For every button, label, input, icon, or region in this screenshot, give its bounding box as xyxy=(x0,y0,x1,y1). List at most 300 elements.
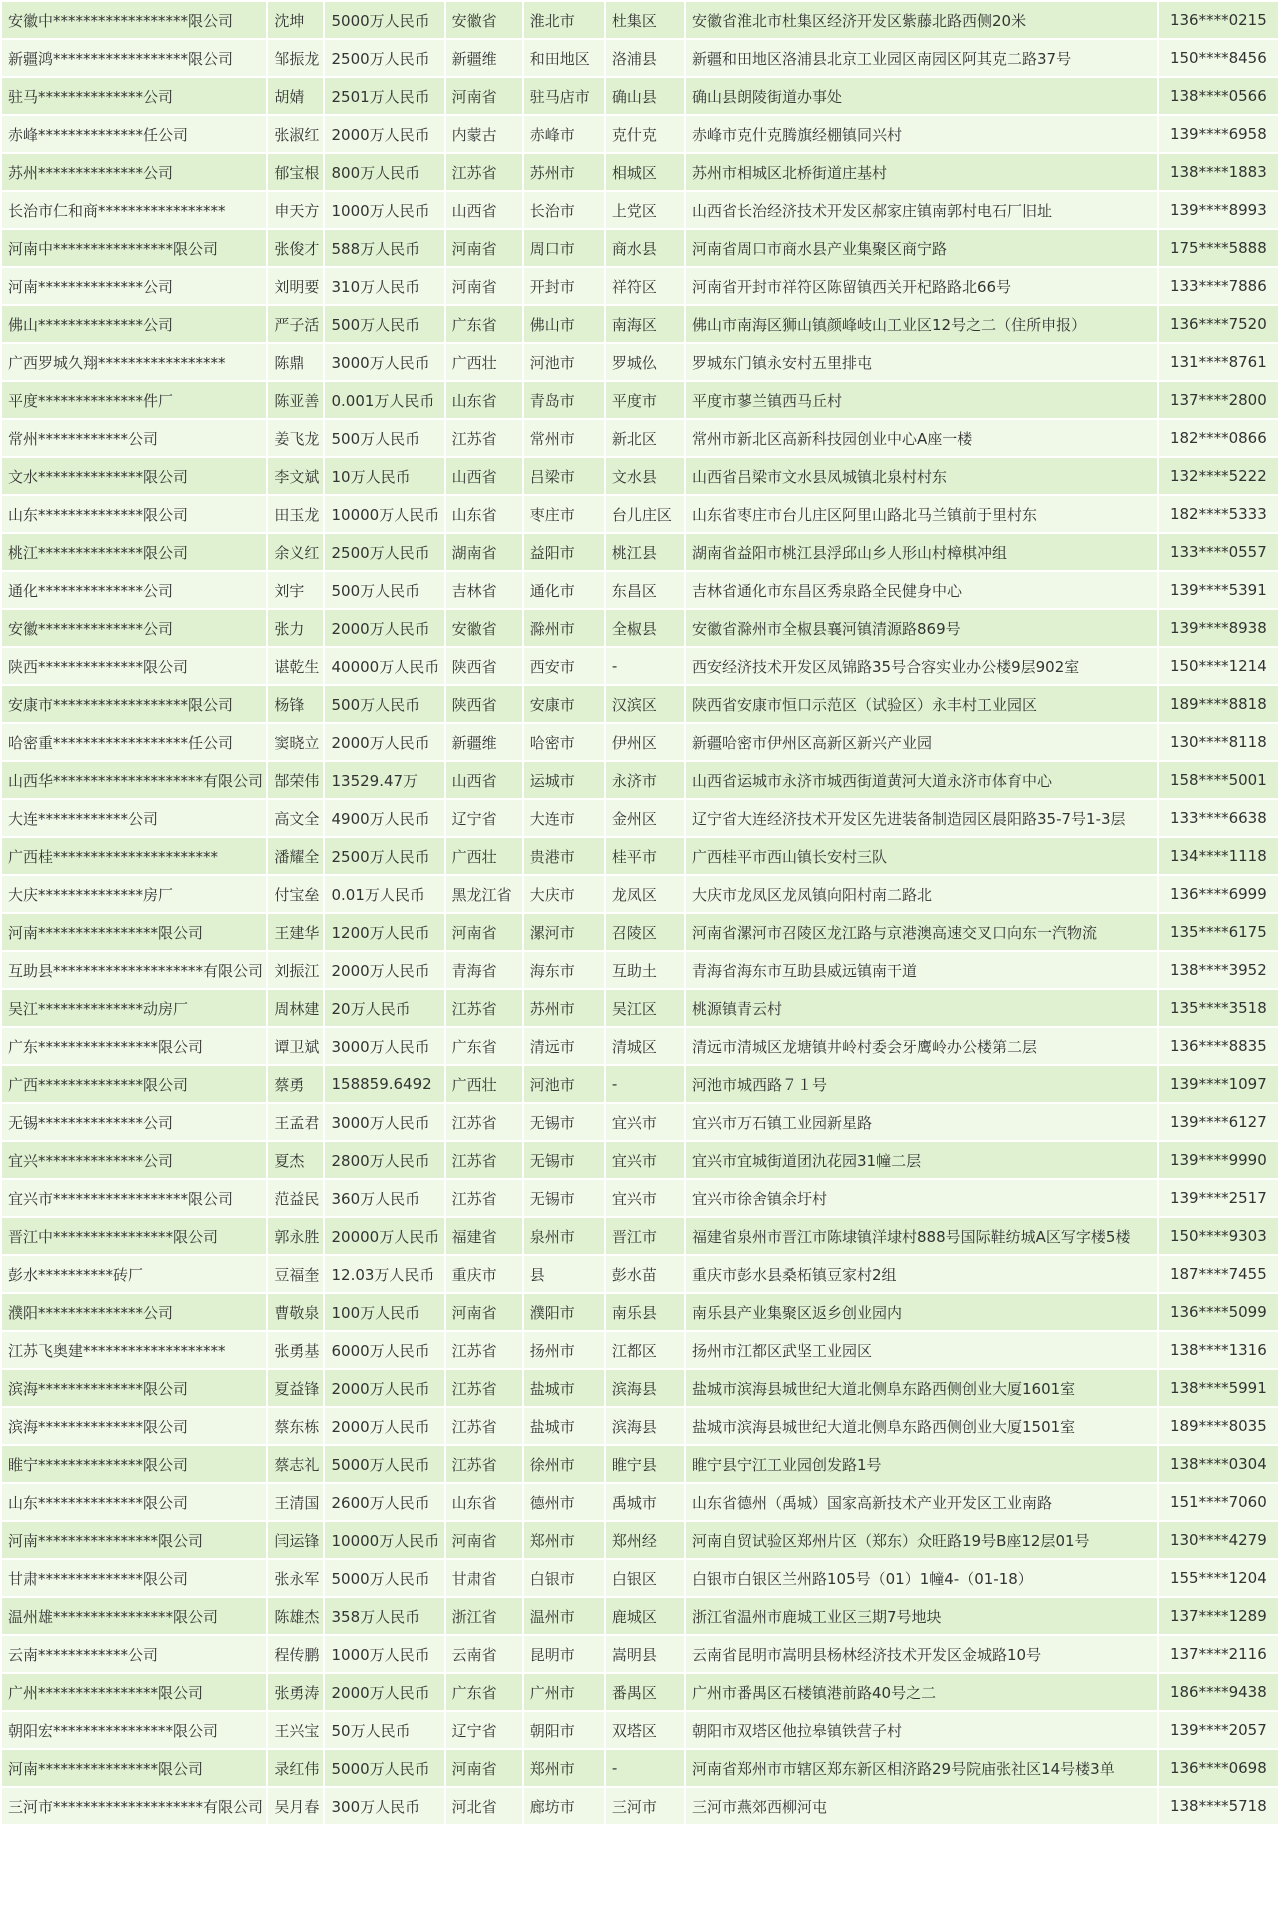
registered-capital-cell: 5000万人民币 xyxy=(325,1446,443,1482)
registered-capital-cell: 20000万人民币 xyxy=(325,1218,443,1254)
company-name-cell: 山东**************限公司 xyxy=(2,496,266,532)
address-cell: 大庆市龙凤区龙凤镇向阳村南二路北 xyxy=(686,876,1157,912)
company-name-cell: 新疆鸿******************限公司 xyxy=(2,40,266,76)
province-cell: 福建省 xyxy=(446,1218,522,1254)
company-name-cell: 河南中****************限公司 xyxy=(2,230,266,266)
address-cell: 睢宁县宁江工业园创发路1号 xyxy=(686,1446,1157,1482)
district-cell: 龙凤区 xyxy=(606,876,684,912)
district-cell: 召陵区 xyxy=(606,914,684,950)
province-cell: 青海省 xyxy=(446,952,522,988)
province-cell: 江苏省 xyxy=(446,154,522,190)
table-row xyxy=(2,838,1278,874)
province-cell: 河南省 xyxy=(446,914,522,950)
company-name-cell: 濮阳**************公司 xyxy=(2,1294,266,1330)
province-cell: 湖南省 xyxy=(446,534,522,570)
address-cell: 三河市燕郊西柳河屯 xyxy=(686,1788,1157,1824)
phone-cell: 132****5222 xyxy=(1159,458,1278,494)
district-cell: 伊州区 xyxy=(606,724,684,760)
company-name-cell: 广西罗城久翔***************** xyxy=(2,344,266,380)
contact-name-cell: 郜荣伟 xyxy=(268,762,323,798)
contact-name-cell: 闫运锋 xyxy=(268,1522,323,1558)
city-cell: 西安市 xyxy=(524,648,604,684)
district-cell: 汉滨区 xyxy=(606,686,684,722)
city-cell: 德州市 xyxy=(524,1484,604,1520)
table-row xyxy=(2,572,1278,608)
registered-capital-cell: 2501万人民币 xyxy=(325,78,443,114)
contact-name-cell: 张淑红 xyxy=(268,116,323,152)
address-cell: 陕西省安康市恒口示范区（试验区）永丰村工业园区 xyxy=(686,686,1157,722)
registered-capital-cell: 13529.47万 xyxy=(325,762,443,798)
district-cell: 睢宁县 xyxy=(606,1446,684,1482)
city-cell: 枣庄市 xyxy=(524,496,604,532)
district-cell: 新北区 xyxy=(606,420,684,456)
registered-capital-cell: 300万人民币 xyxy=(325,1788,443,1824)
company-name-cell: 广西**************限公司 xyxy=(2,1066,266,1102)
district-cell: 上党区 xyxy=(606,192,684,228)
phone-cell: 136****0698 xyxy=(1159,1750,1278,1786)
district-cell: 台儿庄区 xyxy=(606,496,684,532)
table-row xyxy=(2,458,1278,494)
address-cell: 苏州市相城区北桥街道庄基村 xyxy=(686,154,1157,190)
registered-capital-cell: 1000万人民币 xyxy=(325,1636,443,1672)
company-name-cell: 平度**************件厂 xyxy=(2,382,266,418)
city-cell: 苏州市 xyxy=(524,990,604,1026)
city-cell: 苏州市 xyxy=(524,154,604,190)
province-cell: 江苏省 xyxy=(446,1142,522,1178)
district-cell: 桂平市 xyxy=(606,838,684,874)
address-cell: 宜兴市宜城街道团氿花园31幢二层 xyxy=(686,1142,1157,1178)
province-cell: 山西省 xyxy=(446,192,522,228)
table-row xyxy=(2,1636,1278,1672)
registered-capital-cell: 500万人民币 xyxy=(325,420,443,456)
province-cell: 重庆市 xyxy=(446,1256,522,1292)
company-name-cell: 大连************公司 xyxy=(2,800,266,836)
city-cell: 河池市 xyxy=(524,344,604,380)
company-name-cell: 通化**************公司 xyxy=(2,572,266,608)
province-cell: 山西省 xyxy=(446,458,522,494)
province-cell: 江苏省 xyxy=(446,1408,522,1444)
province-cell: 广西壮 xyxy=(446,838,522,874)
table-row xyxy=(2,990,1278,1026)
company-name-cell: 陕西**************限公司 xyxy=(2,648,266,684)
phone-cell: 136****6999 xyxy=(1159,876,1278,912)
registered-capital-cell: 3000万人民币 xyxy=(325,1028,443,1064)
registered-capital-cell: 20万人民币 xyxy=(325,990,443,1026)
contact-name-cell: 陈雄杰 xyxy=(268,1598,323,1634)
registered-capital-cell: 0.01万人民币 xyxy=(325,876,443,912)
address-cell: 山西省吕梁市文水县凤城镇北泉村村东 xyxy=(686,458,1157,494)
district-cell: 桃江县 xyxy=(606,534,684,570)
address-cell: 河南省开封市祥符区陈留镇西关开杞路路北66号 xyxy=(686,268,1157,304)
table-row xyxy=(2,1218,1278,1254)
city-cell: 郑州市 xyxy=(524,1750,604,1786)
contact-name-cell: 潘耀全 xyxy=(268,838,323,874)
company-name-cell: 三河市********************有限公司 xyxy=(2,1788,266,1824)
address-cell: 盐城市滨海县城世纪大道北侧阜东路西侧创业大厦1601室 xyxy=(686,1370,1157,1406)
district-cell: 嵩明县 xyxy=(606,1636,684,1672)
address-cell: 福建省泉州市晋江市陈埭镇洋埭村888号国际鞋纺城A区写字楼5楼 xyxy=(686,1218,1157,1254)
province-cell: 河南省 xyxy=(446,268,522,304)
company-name-cell: 安徽**************公司 xyxy=(2,610,266,646)
province-cell: 广东省 xyxy=(446,1028,522,1064)
phone-cell: 175****5888 xyxy=(1159,230,1278,266)
address-cell: 山西省运城市永济市城西街道黄河大道永济市体育中心 xyxy=(686,762,1157,798)
district-cell: 金州区 xyxy=(606,800,684,836)
district-cell: 商水县 xyxy=(606,230,684,266)
city-cell: 海东市 xyxy=(524,952,604,988)
province-cell: 江苏省 xyxy=(446,1370,522,1406)
province-cell: 陕西省 xyxy=(446,686,522,722)
table-row xyxy=(2,1066,1278,1102)
city-cell: 泉州市 xyxy=(524,1218,604,1254)
registered-capital-cell: 500万人民币 xyxy=(325,306,443,342)
city-cell: 盐城市 xyxy=(524,1408,604,1444)
contact-name-cell: 刘宇 xyxy=(268,572,323,608)
district-cell: - xyxy=(606,648,684,684)
address-cell: 扬州市江都区武坚工业园区 xyxy=(686,1332,1157,1368)
phone-cell: 134****1118 xyxy=(1159,838,1278,874)
address-cell: 佛山市南海区狮山镇颜峰岐山工业区12号之二（住所申报） xyxy=(686,306,1157,342)
province-cell: 河南省 xyxy=(446,1294,522,1330)
address-cell: 平度市蓼兰镇西马丘村 xyxy=(686,382,1157,418)
phone-cell: 139****2517 xyxy=(1159,1180,1278,1216)
province-cell: 广西壮 xyxy=(446,1066,522,1102)
table-row xyxy=(2,1104,1278,1140)
registered-capital-cell: 2000万人民币 xyxy=(325,1674,443,1710)
city-cell: 廊坊市 xyxy=(524,1788,604,1824)
city-cell: 常州市 xyxy=(524,420,604,456)
contact-name-cell: 王孟君 xyxy=(268,1104,323,1140)
phone-cell: 158****5001 xyxy=(1159,762,1278,798)
company-name-cell: 互助县********************有限公司 xyxy=(2,952,266,988)
province-cell: 河北省 xyxy=(446,1788,522,1824)
city-cell: 河池市 xyxy=(524,1066,604,1102)
company-name-cell: 云南************公司 xyxy=(2,1636,266,1672)
table-row xyxy=(2,116,1278,152)
contact-name-cell: 张永军 xyxy=(268,1560,323,1596)
registered-capital-cell: 2000万人民币 xyxy=(325,116,443,152)
registered-capital-cell: 40000万人民币 xyxy=(325,648,443,684)
district-cell: 双塔区 xyxy=(606,1712,684,1748)
province-cell: 新疆维 xyxy=(446,40,522,76)
registered-capital-cell: 2600万人民币 xyxy=(325,1484,443,1520)
table-row xyxy=(2,154,1278,190)
province-cell: 新疆维 xyxy=(446,724,522,760)
company-name-cell: 长治市仁和商***************** xyxy=(2,192,266,228)
company-name-cell: 广西桂********************** xyxy=(2,838,266,874)
district-cell: 滨海县 xyxy=(606,1370,684,1406)
province-cell: 安徽省 xyxy=(446,610,522,646)
company-name-cell: 赤峰**************任公司 xyxy=(2,116,266,152)
address-cell: 湖南省益阳市桃江县浮邱山乡人形山村樟棋冲组 xyxy=(686,534,1157,570)
table-row xyxy=(2,724,1278,760)
table-row xyxy=(2,344,1278,380)
registered-capital-cell: 2000万人民币 xyxy=(325,724,443,760)
registered-capital-cell: 3000万人民币 xyxy=(325,344,443,380)
table-row xyxy=(2,952,1278,988)
city-cell: 安康市 xyxy=(524,686,604,722)
phone-cell: 139****5391 xyxy=(1159,572,1278,608)
district-cell: 东昌区 xyxy=(606,572,684,608)
district-cell: 南乐县 xyxy=(606,1294,684,1330)
phone-cell: 189****8035 xyxy=(1159,1408,1278,1444)
city-cell: 驻马店市 xyxy=(524,78,604,114)
province-cell: 安徽省 xyxy=(446,2,522,38)
address-cell: 南乐县产业集聚区返乡创业园内 xyxy=(686,1294,1157,1330)
contact-name-cell: 曹敬泉 xyxy=(268,1294,323,1330)
table-row xyxy=(2,382,1278,418)
registered-capital-cell: 310万人民币 xyxy=(325,268,443,304)
company-name-cell: 晋江中****************限公司 xyxy=(2,1218,266,1254)
city-cell: 清远市 xyxy=(524,1028,604,1064)
province-cell: 辽宁省 xyxy=(446,800,522,836)
province-cell: 河南省 xyxy=(446,1522,522,1558)
phone-cell: 136****8835 xyxy=(1159,1028,1278,1064)
contact-name-cell: 刘振江 xyxy=(268,952,323,988)
district-cell: 祥符区 xyxy=(606,268,684,304)
district-cell: 宜兴市 xyxy=(606,1180,684,1216)
company-name-cell: 朝阳宏****************限公司 xyxy=(2,1712,266,1748)
registered-capital-cell: 2800万人民币 xyxy=(325,1142,443,1178)
company-name-cell: 广东****************限公司 xyxy=(2,1028,266,1064)
table-row xyxy=(2,1788,1278,1824)
address-cell: 清远市清城区龙塘镇井岭村委会牙鹰岭办公楼第二层 xyxy=(686,1028,1157,1064)
table-row xyxy=(2,496,1278,532)
district-cell: 滨海县 xyxy=(606,1408,684,1444)
district-cell: 南海区 xyxy=(606,306,684,342)
address-cell: 河池市城西路７１号 xyxy=(686,1066,1157,1102)
table-row xyxy=(2,1712,1278,1748)
registered-capital-cell: 5000万人民币 xyxy=(325,1560,443,1596)
phone-cell: 138****1883 xyxy=(1159,154,1278,190)
address-cell: 白银市白银区兰州路105号（01）1幢4-（01-18） xyxy=(686,1560,1157,1596)
company-name-cell: 安康市******************限公司 xyxy=(2,686,266,722)
table-row xyxy=(2,1522,1278,1558)
city-cell: 扬州市 xyxy=(524,1332,604,1368)
address-cell: 安徽省滁州市全椒县襄河镇清源路869号 xyxy=(686,610,1157,646)
table-row xyxy=(2,762,1278,798)
address-cell: 西安经济技术开发区凤锦路35号合容实业办公楼9层902室 xyxy=(686,648,1157,684)
company-name-cell: 吴江**************动房厂 xyxy=(2,990,266,1026)
table-row xyxy=(2,1484,1278,1520)
company-name-cell: 安徽中******************限公司 xyxy=(2,2,266,38)
phone-cell: 133****7886 xyxy=(1159,268,1278,304)
phone-cell: 151****7060 xyxy=(1159,1484,1278,1520)
province-cell: 河南省 xyxy=(446,78,522,114)
province-cell: 江苏省 xyxy=(446,1332,522,1368)
table-row xyxy=(2,610,1278,646)
phone-cell: 139****8993 xyxy=(1159,192,1278,228)
table-row xyxy=(2,1560,1278,1596)
province-cell: 云南省 xyxy=(446,1636,522,1672)
phone-cell: 136****5099 xyxy=(1159,1294,1278,1330)
district-cell: 全椒县 xyxy=(606,610,684,646)
city-cell: 无锡市 xyxy=(524,1180,604,1216)
phone-cell: 131****8761 xyxy=(1159,344,1278,380)
district-cell: 确山县 xyxy=(606,78,684,114)
city-cell: 开封市 xyxy=(524,268,604,304)
city-cell: 赤峰市 xyxy=(524,116,604,152)
company-name-cell: 哈密重******************任公司 xyxy=(2,724,266,760)
contact-name-cell: 豆福奎 xyxy=(268,1256,323,1292)
registered-capital-cell: 2500万人民币 xyxy=(325,40,443,76)
district-cell: 晋江市 xyxy=(606,1218,684,1254)
contact-name-cell: 蔡勇 xyxy=(268,1066,323,1102)
company-name-cell: 山东**************限公司 xyxy=(2,1484,266,1520)
province-cell: 山东省 xyxy=(446,496,522,532)
city-cell: 滁州市 xyxy=(524,610,604,646)
district-cell: 郑州经 xyxy=(606,1522,684,1558)
province-cell: 河南省 xyxy=(446,230,522,266)
district-cell: 宜兴市 xyxy=(606,1142,684,1178)
company-name-cell: 广州****************限公司 xyxy=(2,1674,266,1710)
table-row xyxy=(2,1674,1278,1710)
city-cell: 青岛市 xyxy=(524,382,604,418)
address-cell: 广西桂平市西山镇长安村三队 xyxy=(686,838,1157,874)
province-cell: 内蒙古 xyxy=(446,116,522,152)
registered-capital-cell: 358万人民币 xyxy=(325,1598,443,1634)
address-cell: 辽宁省大连经济技术开发区先进装备制造园区晨阳路35-7号1-3层 xyxy=(686,800,1157,836)
city-cell: 白银市 xyxy=(524,1560,604,1596)
contact-name-cell: 郭永胜 xyxy=(268,1218,323,1254)
contact-name-cell: 付宝垒 xyxy=(268,876,323,912)
company-name-cell: 彭水**********砖厂 xyxy=(2,1256,266,1292)
district-cell: 克什克 xyxy=(606,116,684,152)
phone-cell: 150****1214 xyxy=(1159,648,1278,684)
company-name-cell: 滨海**************限公司 xyxy=(2,1408,266,1444)
table-row xyxy=(2,800,1278,836)
contact-name-cell: 胡婧 xyxy=(268,78,323,114)
phone-cell: 139****8938 xyxy=(1159,610,1278,646)
phone-cell: 182****0866 xyxy=(1159,420,1278,456)
registered-capital-cell: 500万人民币 xyxy=(325,572,443,608)
province-cell: 江苏省 xyxy=(446,420,522,456)
province-cell: 甘肃省 xyxy=(446,1560,522,1596)
address-cell: 河南省漯河市召陵区龙江路与京港澳高速交叉口向东一汽物流 xyxy=(686,914,1157,950)
city-cell: 和田地区 xyxy=(524,40,604,76)
contact-name-cell: 张勇基 xyxy=(268,1332,323,1368)
address-cell: 广州市番禺区石楼镇港前路40号之二 xyxy=(686,1674,1157,1710)
phone-cell: 130****4279 xyxy=(1159,1522,1278,1558)
phone-cell: 135****3518 xyxy=(1159,990,1278,1026)
registered-capital-cell: 588万人民币 xyxy=(325,230,443,266)
phone-cell: 139****6958 xyxy=(1159,116,1278,152)
city-cell: 大庆市 xyxy=(524,876,604,912)
address-cell: 新疆和田地区洛浦县北京工业园区南园区阿其克二路37号 xyxy=(686,40,1157,76)
contact-name-cell: 蔡志礼 xyxy=(268,1446,323,1482)
contact-name-cell: 严子活 xyxy=(268,306,323,342)
company-name-cell: 河南**************公司 xyxy=(2,268,266,304)
registered-capital-cell: 50万人民币 xyxy=(325,1712,443,1748)
phone-cell: 138****3952 xyxy=(1159,952,1278,988)
table-row xyxy=(2,1408,1278,1444)
company-name-cell: 佛山**************公司 xyxy=(2,306,266,342)
address-cell: 盐城市滨海县城世纪大道北侧阜东路西侧创业大厦1501室 xyxy=(686,1408,1157,1444)
city-cell: 贵港市 xyxy=(524,838,604,874)
phone-cell: 139****9990 xyxy=(1159,1142,1278,1178)
contact-name-cell: 夏益锋 xyxy=(268,1370,323,1406)
table-row xyxy=(2,78,1278,114)
phone-cell: 138****5991 xyxy=(1159,1370,1278,1406)
table-row xyxy=(2,686,1278,722)
district-cell: 禹城市 xyxy=(606,1484,684,1520)
table-row xyxy=(2,1142,1278,1178)
district-cell: 互助土 xyxy=(606,952,684,988)
district-cell: 鹿城区 xyxy=(606,1598,684,1634)
district-cell: 番禺区 xyxy=(606,1674,684,1710)
contact-name-cell: 蔡东栋 xyxy=(268,1408,323,1444)
company-name-cell: 睢宁**************限公司 xyxy=(2,1446,266,1482)
address-cell: 吉林省通化市东昌区秀泉路全民健身中心 xyxy=(686,572,1157,608)
table-row xyxy=(2,1294,1278,1330)
province-cell: 山东省 xyxy=(446,382,522,418)
phone-cell: 137****1289 xyxy=(1159,1598,1278,1634)
address-cell: 浙江省温州市鹿城工业区三期7号地块 xyxy=(686,1598,1157,1634)
contact-name-cell: 姜飞龙 xyxy=(268,420,323,456)
province-cell: 陕西省 xyxy=(446,648,522,684)
table-row xyxy=(2,420,1278,456)
registered-capital-cell: 2000万人民币 xyxy=(325,610,443,646)
contact-name-cell: 张力 xyxy=(268,610,323,646)
city-cell: 广州市 xyxy=(524,1674,604,1710)
city-cell: 昆明市 xyxy=(524,1636,604,1672)
contact-name-cell: 张俊才 xyxy=(268,230,323,266)
city-cell: 郑州市 xyxy=(524,1522,604,1558)
district-cell: 永济市 xyxy=(606,762,684,798)
province-cell: 广西壮 xyxy=(446,344,522,380)
address-cell: 云南省昆明市嵩明县杨林经济技术开发区金城路10号 xyxy=(686,1636,1157,1672)
city-cell: 漯河市 xyxy=(524,914,604,950)
address-cell: 桃源镇青云村 xyxy=(686,990,1157,1026)
phone-cell: 189****8818 xyxy=(1159,686,1278,722)
province-cell: 江苏省 xyxy=(446,1446,522,1482)
phone-cell: 155****1204 xyxy=(1159,1560,1278,1596)
table-row xyxy=(2,1446,1278,1482)
province-cell: 广东省 xyxy=(446,306,522,342)
city-cell: 盐城市 xyxy=(524,1370,604,1406)
registered-capital-cell: 10000万人民币 xyxy=(325,496,443,532)
company-name-cell: 温州雄****************限公司 xyxy=(2,1598,266,1634)
table-row xyxy=(2,230,1278,266)
contact-name-cell: 申天方 xyxy=(268,192,323,228)
contact-name-cell: 陈亚善 xyxy=(268,382,323,418)
address-cell: 安徽省淮北市杜集区经济开发区紫藤北路西侧20米 xyxy=(686,2,1157,38)
contact-name-cell: 谭卫斌 xyxy=(268,1028,323,1064)
company-name-cell: 甘肃**************限公司 xyxy=(2,1560,266,1596)
address-cell: 赤峰市克什克腾旗经棚镇同兴村 xyxy=(686,116,1157,152)
city-cell: 周口市 xyxy=(524,230,604,266)
phone-cell: 139****6127 xyxy=(1159,1104,1278,1140)
province-cell: 山西省 xyxy=(446,762,522,798)
address-cell: 河南自贸试验区郑州片区（郑东）众旺路19号B座12层01号 xyxy=(686,1522,1157,1558)
district-cell: 彭水苗 xyxy=(606,1256,684,1292)
contact-name-cell: 邹振龙 xyxy=(268,40,323,76)
phone-cell: 130****8118 xyxy=(1159,724,1278,760)
phone-cell: 133****0557 xyxy=(1159,534,1278,570)
address-cell: 山西省长治经济技术开发区郝家庄镇南郭村电石厂旧址 xyxy=(686,192,1157,228)
address-cell: 罗城东门镇永安村五里排屯 xyxy=(686,344,1157,380)
contact-name-cell: 刘明要 xyxy=(268,268,323,304)
city-cell: 通化市 xyxy=(524,572,604,608)
phone-cell: 182****5333 xyxy=(1159,496,1278,532)
city-cell: 淮北市 xyxy=(524,2,604,38)
city-cell: 大连市 xyxy=(524,800,604,836)
table-row xyxy=(2,1750,1278,1786)
registered-capital-cell: 100万人民币 xyxy=(325,1294,443,1330)
phone-cell: 139****2057 xyxy=(1159,1712,1278,1748)
company-name-cell: 宜兴市******************限公司 xyxy=(2,1180,266,1216)
city-cell: 运城市 xyxy=(524,762,604,798)
